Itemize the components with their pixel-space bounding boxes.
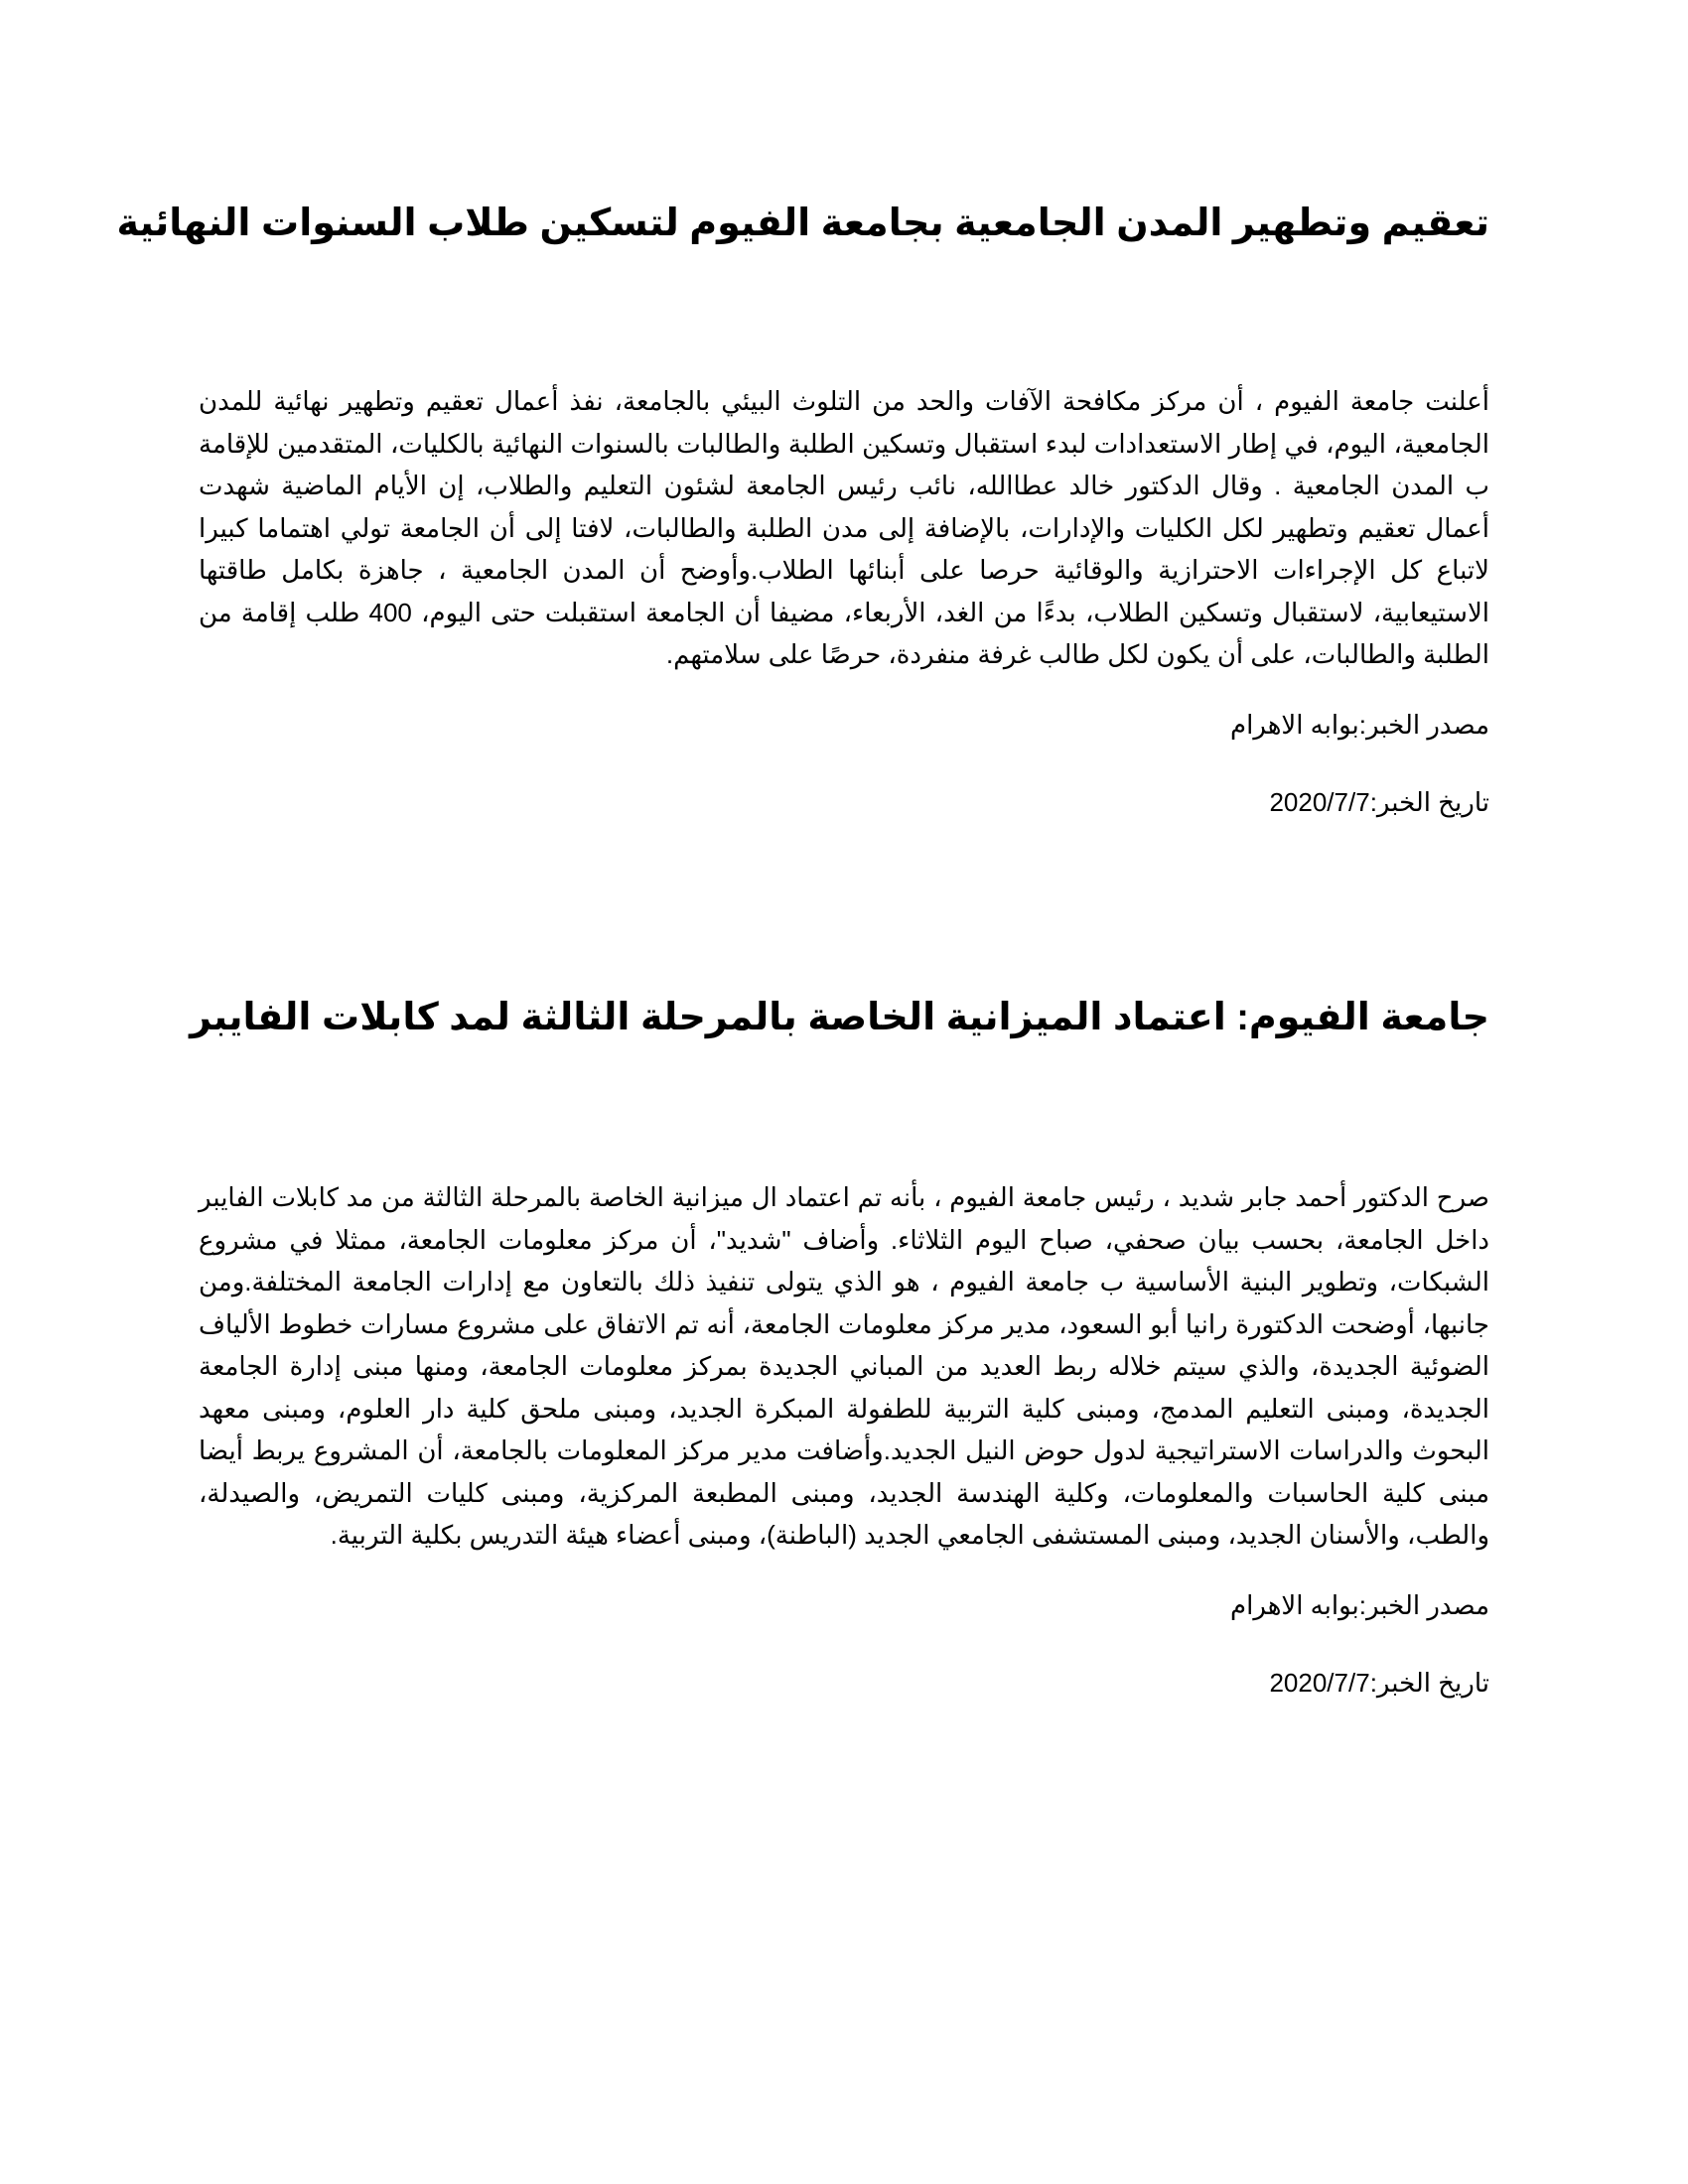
news-article-fiber-budget — [190, 988, 1490, 1704]
article-headline: جامعة الفيوم: اعتماد الميزانية الخاصة بالمرحلة الثالثة لمد كابلات الفايبر — [190, 997, 1489, 1038]
article-source: مصدر الخبر:بوابه الاهرام — [1230, 1589, 1489, 1620]
article-date: تاريخ الخبر:2020/7/7 — [1269, 786, 1489, 817]
article-body: أعلنت جامعة الفيوم ، أن مركز مكافحة الآفات والحد من التلوث البيئي بالجامعة، نفذ أعمال تعقيم وتطهير نهائية للمدن الجامعية، اليوم، في إطار الاستعدادات لبدء استقبال وتسكين الطلبة والطالبات بالسنوات النهائية بالكليات، المتقدمين للإقامة ب المدن الجامعية . وقال الدكتور خالد عطاالله، نائب رئيس الجامعة لشئون التعليم والطلاب، إن الأيام الماضية شهدت أعمال تعقيم وتطهير لكل الكليات والإدارات، بالإضافة إلى مدن الطلبة والطالبات، لافتا إلى أن الجامعة تولي اهتماما كبيرا لاتباع كل الإجراءات الاحترازية والوقائية حرصا على أبنائها الطلاب.وأوضح أن المدن الجامعية ، جاهزة بكامل طاقتها الاستيعابية، لاستقبال وتسكين الطلاب، بدءًا من الغد، الأربعاء، مضيفا أن الجامعة استقبلت حتى اليوم، 400 طلب إقامة من الطلبة والطالبات، على أن يكون لكل طالب غرفة منفردة، حرصًا على سلامتهم. — [199, 386, 1489, 669]
article-body: صرح الدكتور أحمد جابر شديد ، رئيس جامعة الفيوم ، بأنه تم اعتماد ال ميزانية الخاصة بالمرحلة الثالثة من مد كابلات الفايبر داخل الجامعة، بحسب بيان صحفي، صباح اليوم الثلاثاء. وأضاف "شديد"، أن مركز معلومات الجامعة، ممثلا في مشروع الشبكات، وتطوير البنية الأساسية ب جامعة الفيوم ، هو الذي يتولى تنفيذ ذلك بالتعاون مع إدارات الجامعة المختلفة.ومن جانبها، أوضحت الدكتورة رانيا أبو السعود، مدير مركز معلومات الجامعة، أنه تم الاتفاق على مشروع مسارات خطوط الألياف الضوئية الجديدة، والذي سيتم خلاله ربط العديد من المباني الجديدة بمركز معلومات الجامعة، ومنها مبنى إدارة الجامعة الجديدة، ومبنى التعليم المدمج، ومبنى كلية التربية للطفولة المبكرة الجديد، ومبنى ملحق كلية دار العلوم، ومبنى معهد البحوث والدراسات الاستراتيجية لدول حوض النيل الجديد.وأضافت مدير مركز المعلومات بالجامعة، أن المشروع يربط أيضا مبنى كلية الحاسبات والمعلومات، وكلية الهندسة الجديد، ومبنى المطبعة المركزية، ومبنى كليات التمريض، والصيدلة، والطب، والأسنان الجديد، ومبنى المستشفى الجامعي الجديد (الباطنة)، ومبنى أعضاء هيئة التدريس بكلية التربية. — [199, 1182, 1490, 1550]
news-article-disinfection — [116, 194, 1489, 823]
article-date: تاريخ الخبر:2020/7/7 — [1269, 1667, 1489, 1698]
article-source: مصدر الخبر:بوابه الاهرام — [1230, 709, 1489, 740]
article-headline: تعقيم وتطهير المدن الجامعية بجامعة الفيوم لتسكين طلاب السنوات النهائية — [116, 203, 1489, 244]
